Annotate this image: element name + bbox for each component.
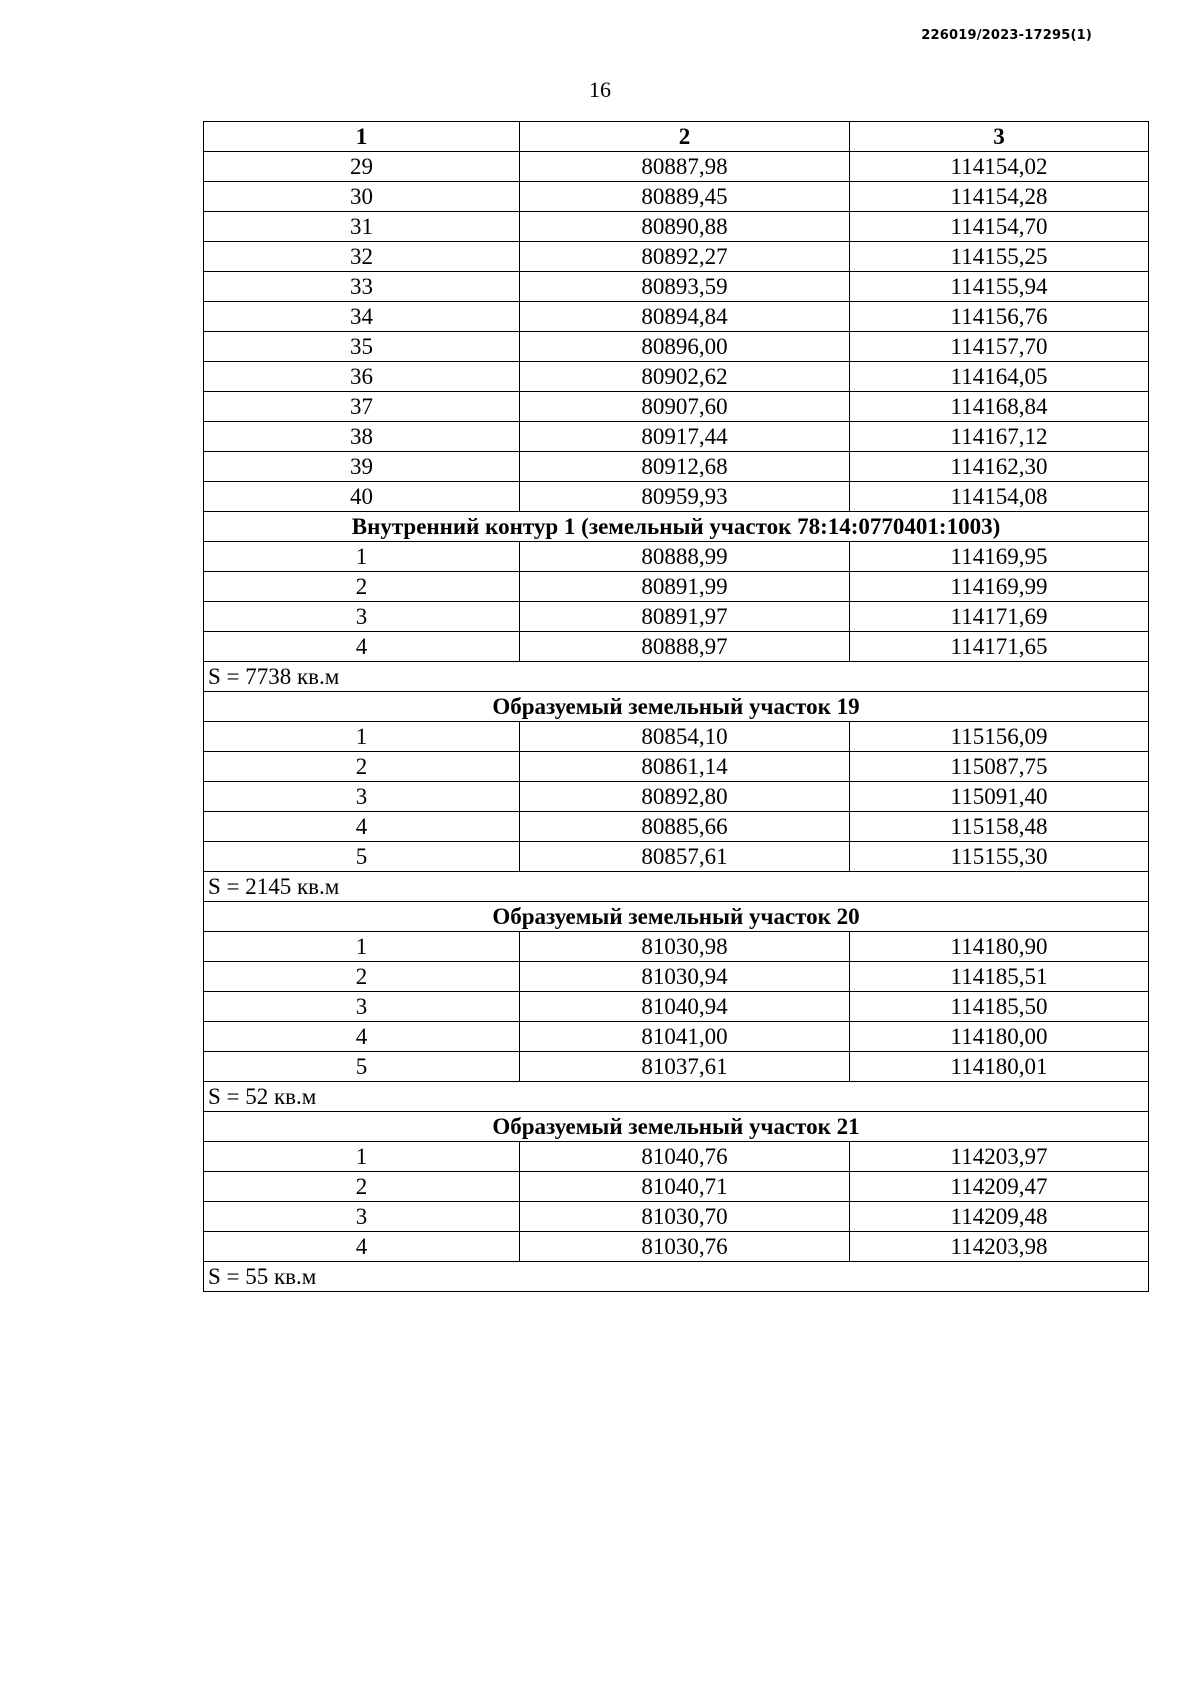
column-header: 2 <box>520 122 850 152</box>
y-coordinate-cell: 114171,69 <box>850 602 1149 632</box>
table-row <box>204 1232 1149 1262</box>
area-row <box>204 662 1149 692</box>
y-coordinate-cell: 114171,65 <box>850 632 1149 662</box>
point-number-cell: 35 <box>204 332 520 362</box>
y-coordinate-cell: 114162,30 <box>850 452 1149 482</box>
x-coordinate-cell: 80917,44 <box>520 422 850 452</box>
point-number-cell: 2 <box>204 962 520 992</box>
table-row <box>204 752 1149 782</box>
y-coordinate-cell: 114167,12 <box>850 422 1149 452</box>
y-coordinate-cell: 114168,84 <box>850 392 1149 422</box>
x-coordinate-cell: 81030,98 <box>520 932 850 962</box>
table-row <box>204 272 1149 302</box>
table-row <box>204 1202 1149 1232</box>
area-row <box>204 1262 1149 1292</box>
point-number-cell: 1 <box>204 722 520 752</box>
y-coordinate-cell: 114155,94 <box>850 272 1149 302</box>
point-number-cell: 30 <box>204 182 520 212</box>
table-row <box>204 992 1149 1022</box>
table-row <box>204 422 1149 452</box>
table-row <box>204 242 1149 272</box>
x-coordinate-cell: 80896,00 <box>520 332 850 362</box>
x-coordinate-cell: 80912,68 <box>520 452 850 482</box>
x-coordinate-cell: 80888,99 <box>520 542 850 572</box>
table-row <box>204 1172 1149 1202</box>
table-row <box>204 542 1149 572</box>
point-number-cell: 37 <box>204 392 520 422</box>
x-coordinate-cell: 80889,45 <box>520 182 850 212</box>
point-number-cell: 2 <box>204 1172 520 1202</box>
point-number-cell: 3 <box>204 602 520 632</box>
point-number-cell: 36 <box>204 362 520 392</box>
table-row <box>204 1022 1149 1052</box>
table-row <box>204 392 1149 422</box>
x-coordinate-cell: 80907,60 <box>520 392 850 422</box>
x-coordinate-cell: 80894,84 <box>520 302 850 332</box>
x-coordinate-cell: 81037,61 <box>520 1052 850 1082</box>
table-row <box>204 332 1149 362</box>
point-number-cell: 1 <box>204 1142 520 1172</box>
y-coordinate-cell: 114154,08 <box>850 482 1149 512</box>
page-number: 16 <box>589 77 611 102</box>
point-number-cell: 31 <box>204 212 520 242</box>
y-coordinate-cell: 114169,95 <box>850 542 1149 572</box>
point-number-cell: 3 <box>204 992 520 1022</box>
point-number-cell: 3 <box>204 782 520 812</box>
table-row <box>204 572 1149 602</box>
y-coordinate-cell: 114154,70 <box>850 212 1149 242</box>
table-row <box>204 1052 1149 1082</box>
y-coordinate-cell: 114164,05 <box>850 362 1149 392</box>
section-title-row <box>204 902 1149 932</box>
y-coordinate-cell: 115158,48 <box>850 812 1149 842</box>
x-coordinate-cell: 81040,76 <box>520 1142 850 1172</box>
x-coordinate-cell: 81040,94 <box>520 992 850 1022</box>
x-coordinate-cell: 80891,99 <box>520 572 850 602</box>
section-title: Образуемый земельный участок 20 <box>204 902 1149 932</box>
x-coordinate-cell: 81030,76 <box>520 1232 850 1262</box>
y-coordinate-cell: 114169,99 <box>850 572 1149 602</box>
x-coordinate-cell: 80890,88 <box>520 212 850 242</box>
column-header: 1 <box>204 122 520 152</box>
y-coordinate-cell: 114180,01 <box>850 1052 1149 1082</box>
point-number-cell: 34 <box>204 302 520 332</box>
table-row <box>204 722 1149 752</box>
x-coordinate-cell: 80902,62 <box>520 362 850 392</box>
y-coordinate-cell: 115155,30 <box>850 842 1149 872</box>
point-number-cell: 1 <box>204 542 520 572</box>
table-row <box>204 1142 1149 1172</box>
y-coordinate-cell: 115091,40 <box>850 782 1149 812</box>
x-coordinate-cell: 80891,97 <box>520 602 850 632</box>
section-title: Образуемый земельный участок 21 <box>204 1112 1149 1142</box>
x-coordinate-cell: 80892,80 <box>520 782 850 812</box>
x-coordinate-cell: 80888,97 <box>520 632 850 662</box>
point-number-cell: 5 <box>204 1052 520 1082</box>
area-value: S = 52 кв.м <box>204 1082 1149 1112</box>
y-coordinate-cell: 114180,00 <box>850 1022 1149 1052</box>
point-number-cell: 33 <box>204 272 520 302</box>
table-row <box>204 962 1149 992</box>
x-coordinate-cell: 81040,71 <box>520 1172 850 1202</box>
point-number-cell: 39 <box>204 452 520 482</box>
section-title-row <box>204 1112 1149 1142</box>
table-row <box>204 932 1149 962</box>
area-row <box>204 1082 1149 1112</box>
document-number: 226019/2023-17295(1) <box>921 28 1092 43</box>
table-row <box>204 152 1149 182</box>
x-coordinate-cell: 81030,70 <box>520 1202 850 1232</box>
coordinates-table-body <box>204 122 1149 1292</box>
y-coordinate-cell: 114154,28 <box>850 182 1149 212</box>
x-coordinate-cell: 80857,61 <box>520 842 850 872</box>
y-coordinate-cell: 114203,98 <box>850 1232 1149 1262</box>
x-coordinate-cell: 80887,98 <box>520 152 850 182</box>
point-number-cell: 32 <box>204 242 520 272</box>
x-coordinate-cell: 80861,14 <box>520 752 850 782</box>
y-coordinate-cell: 114203,97 <box>850 1142 1149 1172</box>
table-row <box>204 452 1149 482</box>
section-title: Внутренний контур 1 (земельный участок 78:14:0770401:1003) <box>204 512 1149 542</box>
table-row <box>204 812 1149 842</box>
table-row <box>204 182 1149 212</box>
x-coordinate-cell: 81041,00 <box>520 1022 850 1052</box>
section-title-row <box>204 692 1149 722</box>
point-number-cell: 4 <box>204 632 520 662</box>
point-number-cell: 3 <box>204 1202 520 1232</box>
table-row <box>204 632 1149 662</box>
point-number-cell: 40 <box>204 482 520 512</box>
section-title-row <box>204 512 1149 542</box>
y-coordinate-cell: 114185,51 <box>850 962 1149 992</box>
y-coordinate-cell: 115087,75 <box>850 752 1149 782</box>
y-coordinate-cell: 114154,02 <box>850 152 1149 182</box>
point-number-cell: 5 <box>204 842 520 872</box>
table-header-row <box>204 122 1149 152</box>
y-coordinate-cell: 114156,76 <box>850 302 1149 332</box>
point-number-cell: 2 <box>204 572 520 602</box>
y-coordinate-cell: 114185,50 <box>850 992 1149 1022</box>
point-number-cell: 1 <box>204 932 520 962</box>
point-number-cell: 29 <box>204 152 520 182</box>
table-row <box>204 782 1149 812</box>
table-row <box>204 362 1149 392</box>
y-coordinate-cell: 115156,09 <box>850 722 1149 752</box>
x-coordinate-cell: 80893,59 <box>520 272 850 302</box>
area-value: S = 7738 кв.м <box>204 662 1149 692</box>
x-coordinate-cell: 80885,66 <box>520 812 850 842</box>
x-coordinate-cell: 80959,93 <box>520 482 850 512</box>
point-number-cell: 38 <box>204 422 520 452</box>
x-coordinate-cell: 80854,10 <box>520 722 850 752</box>
y-coordinate-cell: 114180,90 <box>850 932 1149 962</box>
y-coordinate-cell: 114155,25 <box>850 242 1149 272</box>
table-row <box>204 482 1149 512</box>
x-coordinate-cell: 81030,94 <box>520 962 850 992</box>
section-title: Образуемый земельный участок 19 <box>204 692 1149 722</box>
point-number-cell: 4 <box>204 1022 520 1052</box>
point-number-cell: 4 <box>204 1232 520 1262</box>
point-number-cell: 2 <box>204 752 520 782</box>
table-row <box>204 842 1149 872</box>
table-row <box>204 212 1149 242</box>
point-number-cell: 4 <box>204 812 520 842</box>
table-row <box>204 602 1149 632</box>
y-coordinate-cell: 114209,47 <box>850 1172 1149 1202</box>
coordinates-table <box>203 121 1149 1292</box>
area-value: S = 55 кв.м <box>204 1262 1149 1292</box>
x-coordinate-cell: 80892,27 <box>520 242 850 272</box>
area-row <box>204 872 1149 902</box>
area-value: S = 2145 кв.м <box>204 872 1149 902</box>
column-header: 3 <box>850 122 1149 152</box>
table-row <box>204 302 1149 332</box>
y-coordinate-cell: 114209,48 <box>850 1202 1149 1232</box>
y-coordinate-cell: 114157,70 <box>850 332 1149 362</box>
